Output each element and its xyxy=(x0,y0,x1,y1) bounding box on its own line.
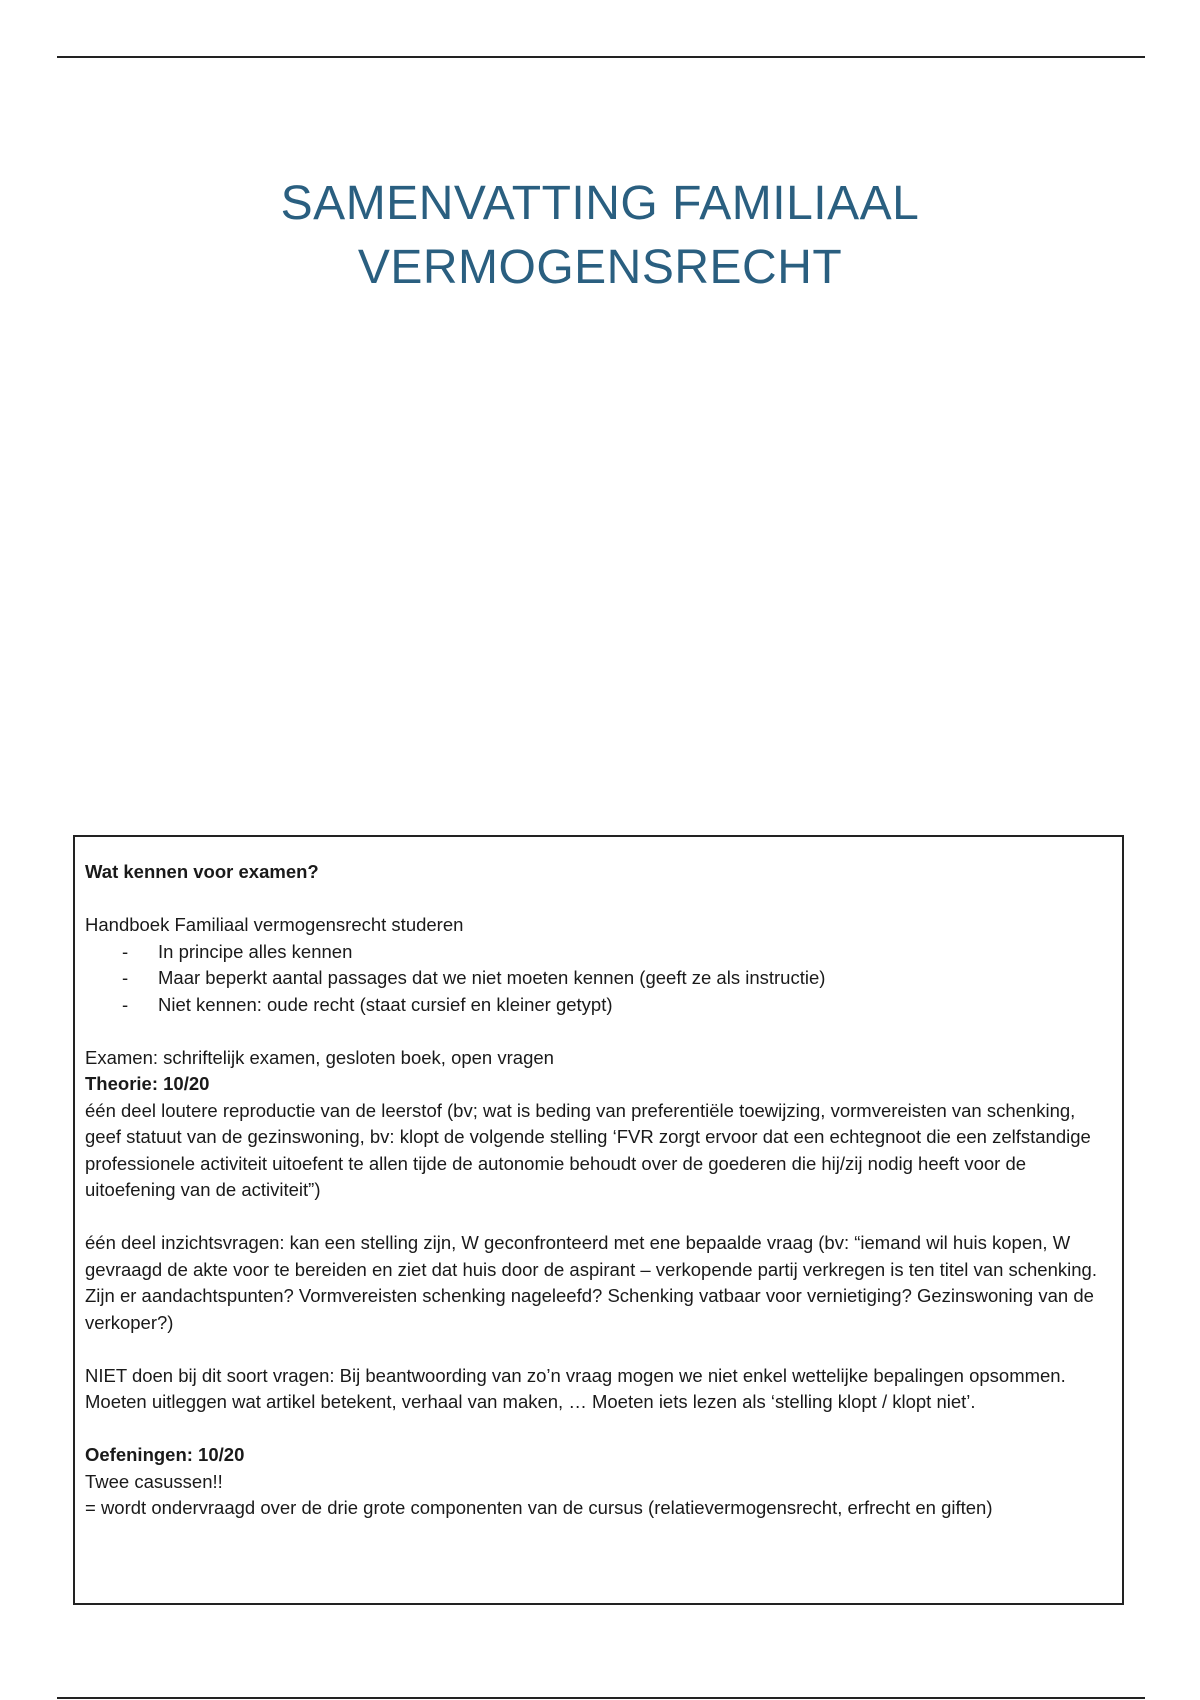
exercises-line-2: = wordt ondervraagd over de drie grote componenten van de cursus (relatievermogensrecht, erfrecht en giften) xyxy=(85,1497,993,1518)
exercises-heading: Oefeningen: 10/20 xyxy=(85,1444,245,1465)
study-list xyxy=(85,939,1112,1019)
exam-info-box xyxy=(73,835,1124,1605)
top-rule xyxy=(57,56,1145,58)
intro-text: Handboek Familiaal vermogensrecht studeren xyxy=(85,914,464,935)
theory-paragraph-2: één deel inzichtsvragen: kan een stelling zijn, W geconfronteerd met ene bepaalde vraag (bv: “iemand wil huis kopen, W gevraagd de akte voor te bereiden en ziet dat huis door de aspirant – verkopende partij verkregen is ten titel van schenking. Zijn er aandachtspunten? Vormvereisten schenking nageleefd? Schenking vatbaar voor vernietiging? Gezinswoning van de verkoper?) xyxy=(85,1232,1097,1333)
list-item: - Niet kennen: oude recht (staat cursief en kleiner getypt) xyxy=(85,992,1112,1019)
theory-paragraph-1: één deel loutere reproductie van de leerstof (bv; wat is beding van preferentiële toewijzing, vormvereisten van schenking, geef statuut van de gezinswoning, bv: klopt de volgende stelling ‘FVR zorgt ervoor dat een echtegnoot die een zelfstandige professionele activiteit uitoefent te allen tijde de autonomie behoudt over de goederen die hij/zij nodig heeft voor de uitoefening van de activiteit”) xyxy=(85,1099,1091,1200)
box-heading: Wat kennen voor examen? xyxy=(85,861,319,882)
bottom-rule xyxy=(57,1697,1145,1699)
document-title xyxy=(0,172,1200,300)
title-line-1: SAMENVATTING FAMILIAAL xyxy=(280,177,920,231)
exercises-line-1: Twee casussen!! xyxy=(85,1470,223,1492)
exam-format: Examen: schriftelijk examen, gesloten boek, open vragen xyxy=(85,1046,554,1068)
list-item: - Maar beperkt aantal passages dat we niet moeten kennen (geeft ze als instructie) xyxy=(85,965,1112,992)
theory-paragraph-3: NIET doen bij dit soort vragen: Bij beantwoording van zo’n vraag mogen we niet enkel wettelijke bepalingen opsommen. Moeten uitleggen wat artikel betekent, verhaal van maken, … Moeten iets lezen als ‘stelling klopt / klopt niet’. xyxy=(85,1364,1066,1412)
theory-heading: Theorie: 10/20 xyxy=(85,1073,210,1094)
title-line-2: VERMOGENSRECHT xyxy=(357,241,843,295)
list-item: - In principe alles kennen xyxy=(85,939,1112,966)
